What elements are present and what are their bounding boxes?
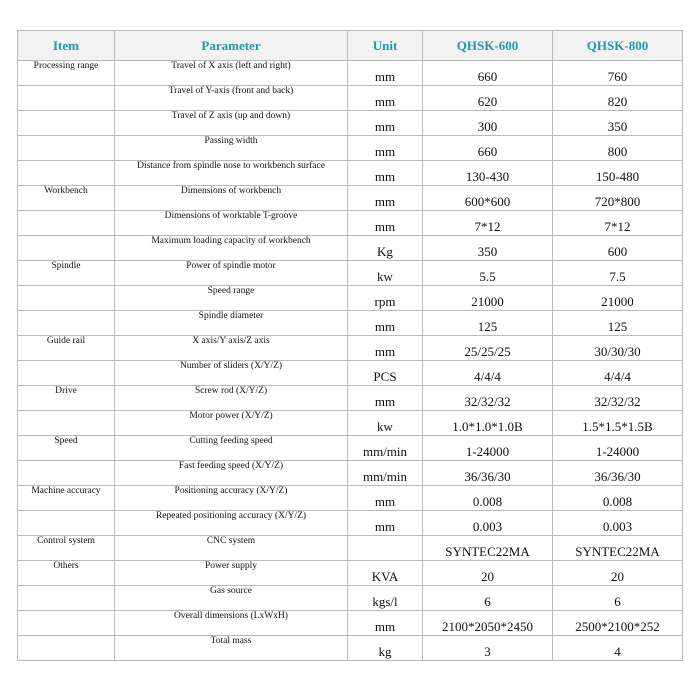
- parameter-cell: Power of spindle motor: [115, 261, 348, 286]
- value-qhsk-600-cell: 1.0*1.0*1.0B: [423, 411, 553, 436]
- value-qhsk-800-cell: 7.5: [553, 261, 683, 286]
- value-qhsk-600-cell: 21000: [423, 286, 553, 311]
- value-qhsk-800-cell: 6: [553, 586, 683, 611]
- value-qhsk-800-cell: 800: [553, 136, 683, 161]
- value-qhsk-800-cell: 720*800: [553, 186, 683, 211]
- table-row: [18, 611, 683, 636]
- unit-cell: mm: [348, 161, 423, 186]
- table-row: [18, 561, 683, 586]
- item-cell: [18, 311, 115, 336]
- unit-cell: mm: [348, 136, 423, 161]
- value-qhsk-800-cell: 350: [553, 111, 683, 136]
- table-row: [18, 586, 683, 611]
- table-row: [18, 386, 683, 411]
- parameter-cell: Cutting feeding speed: [115, 436, 348, 461]
- value-qhsk-600-cell: 4/4/4: [423, 361, 553, 386]
- item-cell: [18, 611, 115, 636]
- value-qhsk-800-cell: 1.5*1.5*1.5B: [553, 411, 683, 436]
- item-cell: Others: [18, 561, 115, 586]
- value-qhsk-600-cell: 130-430: [423, 161, 553, 186]
- item-cell: [18, 411, 115, 436]
- value-qhsk-600-cell: 600*600: [423, 186, 553, 211]
- unit-cell: kg: [348, 636, 423, 661]
- unit-cell: kgs/l: [348, 586, 423, 611]
- item-cell: Drive: [18, 386, 115, 411]
- value-qhsk-800-cell: 4: [553, 636, 683, 661]
- table-row: [18, 86, 683, 111]
- unit-cell: mm: [348, 211, 423, 236]
- item-cell: [18, 361, 115, 386]
- value-qhsk-800-cell: 20: [553, 561, 683, 586]
- header-model-qhsk-600: QHSK-600: [423, 31, 553, 61]
- unit-cell: [348, 536, 423, 561]
- value-qhsk-600-cell: 36/36/30: [423, 461, 553, 486]
- unit-cell: PCS: [348, 361, 423, 386]
- table-row: [18, 161, 683, 186]
- parameter-cell: Fast feeding speed (X/Y/Z): [115, 461, 348, 486]
- header-unit: Unit: [348, 31, 423, 61]
- item-cell: [18, 286, 115, 311]
- table-row: [18, 336, 683, 361]
- unit-cell: mm: [348, 111, 423, 136]
- table-row: [18, 411, 683, 436]
- table-row: [18, 261, 683, 286]
- table-row: [18, 511, 683, 536]
- value-qhsk-600-cell: 25/25/25: [423, 336, 553, 361]
- unit-cell: mm: [348, 61, 423, 86]
- parameter-cell: Speed range: [115, 286, 348, 311]
- table-row: [18, 536, 683, 561]
- value-qhsk-600-cell: 660: [423, 61, 553, 86]
- unit-cell: mm: [348, 611, 423, 636]
- value-qhsk-800-cell: 21000: [553, 286, 683, 311]
- item-cell: Control system: [18, 536, 115, 561]
- table-row: [18, 486, 683, 511]
- value-qhsk-800-cell: SYNTEC22MA: [553, 536, 683, 561]
- table-row: [18, 61, 683, 86]
- unit-cell: mm: [348, 336, 423, 361]
- item-cell: [18, 86, 115, 111]
- value-qhsk-800-cell: 2500*2100*252: [553, 611, 683, 636]
- parameter-cell: Passing width: [115, 136, 348, 161]
- value-qhsk-800-cell: 150-480: [553, 161, 683, 186]
- parameter-cell: Power supply: [115, 561, 348, 586]
- item-cell: [18, 136, 115, 161]
- unit-cell: mm/min: [348, 436, 423, 461]
- parameter-cell: Gas source: [115, 586, 348, 611]
- value-qhsk-600-cell: SYNTEC22MA: [423, 536, 553, 561]
- item-cell: [18, 461, 115, 486]
- value-qhsk-800-cell: 30/30/30: [553, 336, 683, 361]
- value-qhsk-600-cell: 20: [423, 561, 553, 586]
- parameter-cell: X axis/Y axis/Z axis: [115, 336, 348, 361]
- value-qhsk-800-cell: 0.008: [553, 486, 683, 511]
- unit-cell: mm: [348, 186, 423, 211]
- value-qhsk-600-cell: 7*12: [423, 211, 553, 236]
- parameter-cell: Spindle diameter: [115, 311, 348, 336]
- table-row: [18, 286, 683, 311]
- header-row: [18, 31, 683, 61]
- parameter-cell: Maximum loading capacity of workbench: [115, 236, 348, 261]
- parameter-cell: Distance from spindle nose to workbench surface: [115, 161, 348, 186]
- item-cell: Guide rail: [18, 336, 115, 361]
- table-row: [18, 436, 683, 461]
- unit-cell: mm: [348, 86, 423, 111]
- unit-cell: kw: [348, 411, 423, 436]
- value-qhsk-600-cell: 32/32/32: [423, 386, 553, 411]
- value-qhsk-800-cell: 36/36/30: [553, 461, 683, 486]
- parameter-cell: Screw rod (X/Y/Z): [115, 386, 348, 411]
- header-parameter: Parameter: [115, 31, 348, 61]
- item-cell: Workbench: [18, 186, 115, 211]
- spec-table: [17, 30, 683, 661]
- parameter-cell: Overall dimensions (LxWxH): [115, 611, 348, 636]
- item-cell: [18, 211, 115, 236]
- unit-cell: mm: [348, 511, 423, 536]
- value-qhsk-600-cell: 660: [423, 136, 553, 161]
- table-row: [18, 136, 683, 161]
- item-cell: [18, 161, 115, 186]
- parameter-cell: CNC system: [115, 536, 348, 561]
- parameter-cell: Number of sliders (X/Y/Z): [115, 361, 348, 386]
- value-qhsk-600-cell: 620: [423, 86, 553, 111]
- parameter-cell: Positioning accuracy (X/Y/Z): [115, 486, 348, 511]
- item-cell: Processing range: [18, 61, 115, 86]
- value-qhsk-600-cell: 1-24000: [423, 436, 553, 461]
- item-cell: [18, 636, 115, 661]
- value-qhsk-800-cell: 4/4/4: [553, 361, 683, 386]
- item-cell: Speed: [18, 436, 115, 461]
- header-item: Item: [18, 31, 115, 61]
- table-row: [18, 461, 683, 486]
- parameter-cell: Dimensions of worktable T-groove: [115, 211, 348, 236]
- value-qhsk-800-cell: 7*12: [553, 211, 683, 236]
- item-cell: Machine accuracy: [18, 486, 115, 511]
- unit-cell: mm: [348, 311, 423, 336]
- parameter-cell: Travel of Z axis (up and down): [115, 111, 348, 136]
- parameter-cell: Travel of Y-axis (front and back): [115, 86, 348, 111]
- value-qhsk-600-cell: 0.008: [423, 486, 553, 511]
- table-row: [18, 311, 683, 336]
- value-qhsk-800-cell: 125: [553, 311, 683, 336]
- unit-cell: mm/min: [348, 461, 423, 486]
- parameter-cell: Dimensions of workbench: [115, 186, 348, 211]
- value-qhsk-800-cell: 1-24000: [553, 436, 683, 461]
- table-row: [18, 236, 683, 261]
- value-qhsk-800-cell: 820: [553, 86, 683, 111]
- header-model-qhsk-800: QHSK-800: [553, 31, 683, 61]
- parameter-cell: Motor power (X/Y/Z): [115, 411, 348, 436]
- value-qhsk-800-cell: 600: [553, 236, 683, 261]
- table-row: [18, 211, 683, 236]
- unit-cell: rpm: [348, 286, 423, 311]
- item-cell: [18, 586, 115, 611]
- unit-cell: KVA: [348, 561, 423, 586]
- table-row: [18, 186, 683, 211]
- value-qhsk-600-cell: 125: [423, 311, 553, 336]
- value-qhsk-600-cell: 5.5: [423, 261, 553, 286]
- value-qhsk-600-cell: 2100*2050*2450: [423, 611, 553, 636]
- parameter-cell: Travel of X axis (left and right): [115, 61, 348, 86]
- unit-cell: mm: [348, 486, 423, 511]
- unit-cell: kw: [348, 261, 423, 286]
- value-qhsk-800-cell: 32/32/32: [553, 386, 683, 411]
- value-qhsk-600-cell: 300: [423, 111, 553, 136]
- value-qhsk-600-cell: 350: [423, 236, 553, 261]
- item-cell: [18, 111, 115, 136]
- unit-cell: mm: [348, 386, 423, 411]
- value-qhsk-600-cell: 6: [423, 586, 553, 611]
- value-qhsk-600-cell: 3: [423, 636, 553, 661]
- item-cell: Spindle: [18, 261, 115, 286]
- value-qhsk-800-cell: 0.003: [553, 511, 683, 536]
- item-cell: [18, 511, 115, 536]
- value-qhsk-800-cell: 760: [553, 61, 683, 86]
- table-row: [18, 361, 683, 386]
- item-cell: [18, 236, 115, 261]
- table-row: [18, 111, 683, 136]
- table-row: [18, 636, 683, 661]
- parameter-cell: Total mass: [115, 636, 348, 661]
- value-qhsk-600-cell: 0.003: [423, 511, 553, 536]
- parameter-cell: Repeated positioning accuracy (X/Y/Z): [115, 511, 348, 536]
- unit-cell: Kg: [348, 236, 423, 261]
